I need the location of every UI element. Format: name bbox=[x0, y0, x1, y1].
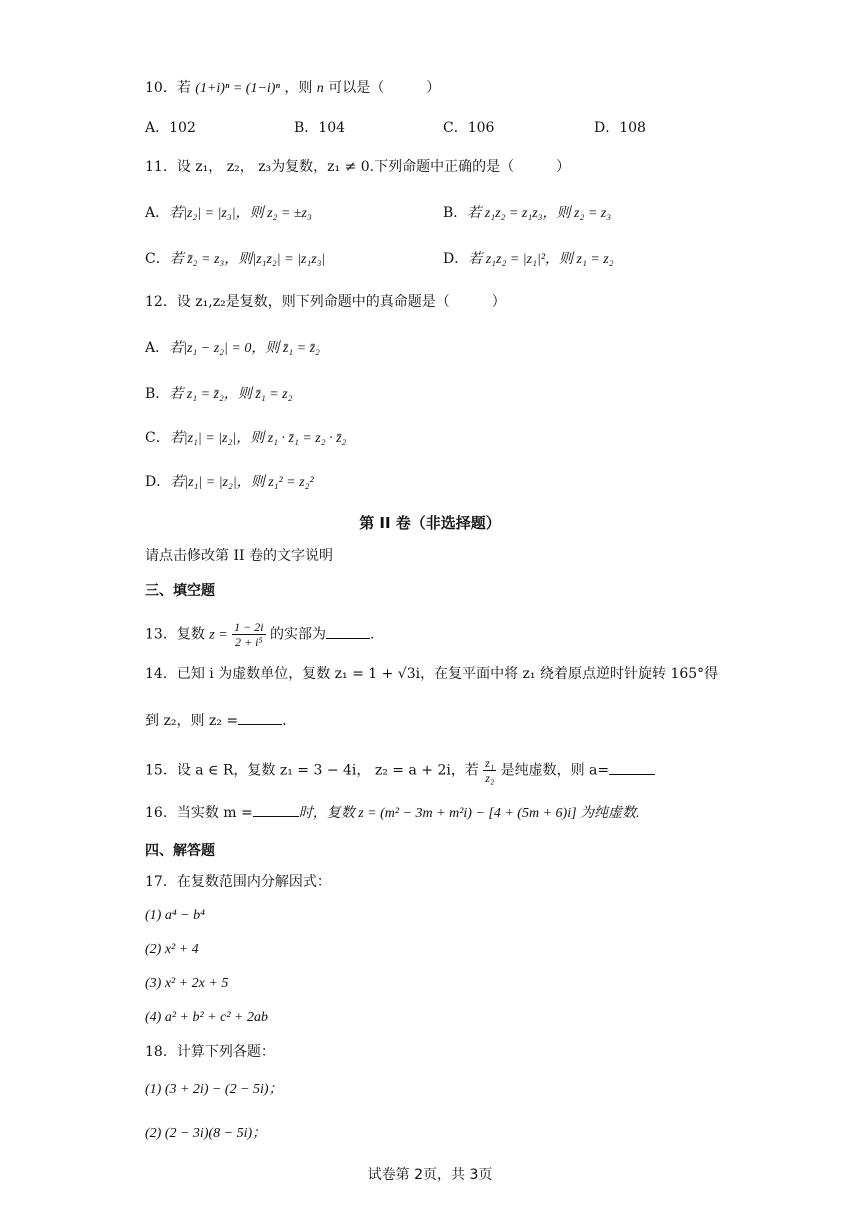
q17-item-1: (1) a⁴ − b⁴ bbox=[145, 908, 206, 923]
option-text: 106 bbox=[467, 120, 495, 136]
q15-prefix: 15．设 a ∈ R，复数 z₁ = 3 − 4i， z₂ = a + 2i，若 bbox=[145, 762, 479, 779]
q10-variable: n bbox=[316, 81, 324, 96]
option-label: B． bbox=[443, 205, 468, 221]
option-label: B． bbox=[145, 386, 170, 402]
page-footer: 试卷第 2页，共 3页 bbox=[367, 1167, 493, 1183]
q14-answer-blank[interactable] bbox=[238, 710, 282, 725]
option-text: 102 bbox=[169, 120, 196, 136]
q10-option-a[interactable] bbox=[145, 118, 196, 138]
q10-option-d[interactable] bbox=[594, 118, 646, 138]
q16-prefix: 16．当实数 m = bbox=[145, 805, 253, 821]
option-text: 108 bbox=[619, 120, 646, 136]
option-label: A． bbox=[145, 120, 170, 136]
question-16 bbox=[145, 802, 640, 824]
q13-prefix: 13．复数 bbox=[145, 626, 205, 643]
option-label: C． bbox=[443, 120, 468, 136]
q10-stem-c: 可以是（ ） bbox=[328, 80, 441, 96]
option-label: A． bbox=[145, 205, 170, 221]
q11-option-a[interactable] bbox=[145, 203, 312, 224]
solve-heading: 四、解答题 bbox=[145, 843, 215, 859]
q17-item-3: (3) x² + 2x + 5 bbox=[145, 976, 229, 991]
q13-numerator: 1 − 2i bbox=[234, 620, 264, 634]
question-12: 12．设 z₁,z₂是复数，则下列命题中的真命题是（ ） bbox=[145, 294, 506, 310]
question-11: 11．设 z₁， z₂， z₃为复数，z₁ ≠ 0.下列命题中正确的是（ ） bbox=[145, 159, 571, 175]
q14-text: 到 z₂，则 z₂ = bbox=[145, 713, 239, 729]
option-label: C． bbox=[145, 430, 170, 446]
q12-option-a[interactable] bbox=[145, 338, 320, 359]
option-label: D． bbox=[594, 120, 620, 136]
q11-option-b[interactable] bbox=[443, 203, 611, 224]
q16-answer-blank[interactable] bbox=[253, 802, 299, 817]
section-ii-title: 第 II 卷（非选择题） bbox=[359, 514, 501, 532]
option-label: D． bbox=[443, 251, 469, 267]
option-label: B． bbox=[294, 120, 319, 136]
question-10 bbox=[145, 78, 440, 99]
q15-fraction bbox=[483, 756, 496, 785]
q13-fraction bbox=[232, 620, 265, 649]
q10-stem-a: 10．若 bbox=[145, 80, 191, 96]
option-text: 若 z₁ = z̄₂，则 z̄₁ = z₂ bbox=[169, 387, 293, 402]
q15-suffix: 是纯虚数，则 a= bbox=[500, 762, 610, 779]
q13-period: . bbox=[370, 626, 375, 643]
question-15 bbox=[145, 756, 655, 785]
q10-expression: (1+i)ⁿ = (1−i)ⁿ bbox=[195, 81, 280, 96]
q12-option-c[interactable] bbox=[145, 428, 346, 449]
q18-item-2: (2) (2 − 3i)(8 − 5i)； bbox=[145, 1126, 267, 1141]
q15-denominator: z₂ bbox=[485, 771, 495, 785]
q13-suffix: 的实部为 bbox=[270, 626, 327, 643]
q13-answer-blank[interactable] bbox=[326, 624, 370, 639]
question-18: 18．计算下列各题： bbox=[145, 1044, 275, 1060]
question-13 bbox=[145, 620, 374, 649]
q16-suffix: 时，复数 z = (m² − 3m + m²i) − [4 + (5m + 6)i] 为纯虚数. bbox=[298, 806, 640, 821]
q13-denominator: 2 + i⁵ bbox=[235, 635, 263, 649]
question-17: 17．在复数范围内分解因式： bbox=[145, 874, 331, 890]
q15-numerator: z₁ bbox=[485, 756, 495, 770]
question-14-line-1: 14．已知 i 为虚数单位，复数 z₁ = 1 + √3i，在复平面中将 z₁ 绕着原点逆时针旋转 165°得 bbox=[145, 666, 719, 682]
option-text: 若|z₁ − z₂| = 0，则 z̄₁ = z̄₂ bbox=[169, 341, 320, 356]
q10-option-b[interactable] bbox=[294, 118, 345, 138]
q11-option-d[interactable] bbox=[443, 249, 614, 270]
option-text: 若 z₁z₂ = |z₁|²，则 z₁ = z₂ bbox=[468, 252, 614, 267]
section-ii-note: 请点击修改第 II 卷的文字说明 bbox=[145, 548, 333, 564]
q17-item-4: (4) a² + b² + c² + 2ab bbox=[145, 1010, 268, 1025]
q17-item-2: (2) x² + 4 bbox=[145, 942, 199, 957]
q14-period: . bbox=[282, 713, 287, 729]
q12-option-b[interactable] bbox=[145, 384, 292, 405]
q15-answer-blank[interactable] bbox=[609, 760, 655, 775]
q13-variable: z = bbox=[209, 627, 228, 643]
option-text: 若|z₂| = |z₃|，则 z₂ = ±z₃ bbox=[169, 206, 312, 221]
option-text: 若|z₁| = |z₂|，则 z₁² = z₂² bbox=[170, 475, 314, 490]
question-14-line-2 bbox=[145, 710, 287, 731]
q10-stem-b: ，则 bbox=[284, 80, 313, 96]
option-text: 若|z₁| = |z₂|，则 z₁ · z̄₁ = z₂ · z̄₂ bbox=[169, 431, 347, 446]
option-label: A． bbox=[145, 340, 170, 356]
option-label: D． bbox=[145, 474, 171, 490]
q10-option-c[interactable] bbox=[443, 118, 494, 138]
fill-in-heading: 三、填空题 bbox=[145, 583, 215, 599]
q12-option-d[interactable] bbox=[145, 472, 314, 493]
q18-item-1: (1) (3 + 2i) − (2 − 5i)； bbox=[145, 1082, 283, 1097]
q11-option-c[interactable] bbox=[145, 249, 325, 270]
option-label: C． bbox=[145, 251, 170, 267]
option-text: 若 z̄₂ = z₃，则|z₁z₂| = |z₁z₃| bbox=[169, 252, 326, 267]
option-text: 104 bbox=[318, 120, 346, 136]
option-text: 若 z₁z₂ = z₁z₃，则 z₂ = z₃ bbox=[467, 206, 612, 221]
